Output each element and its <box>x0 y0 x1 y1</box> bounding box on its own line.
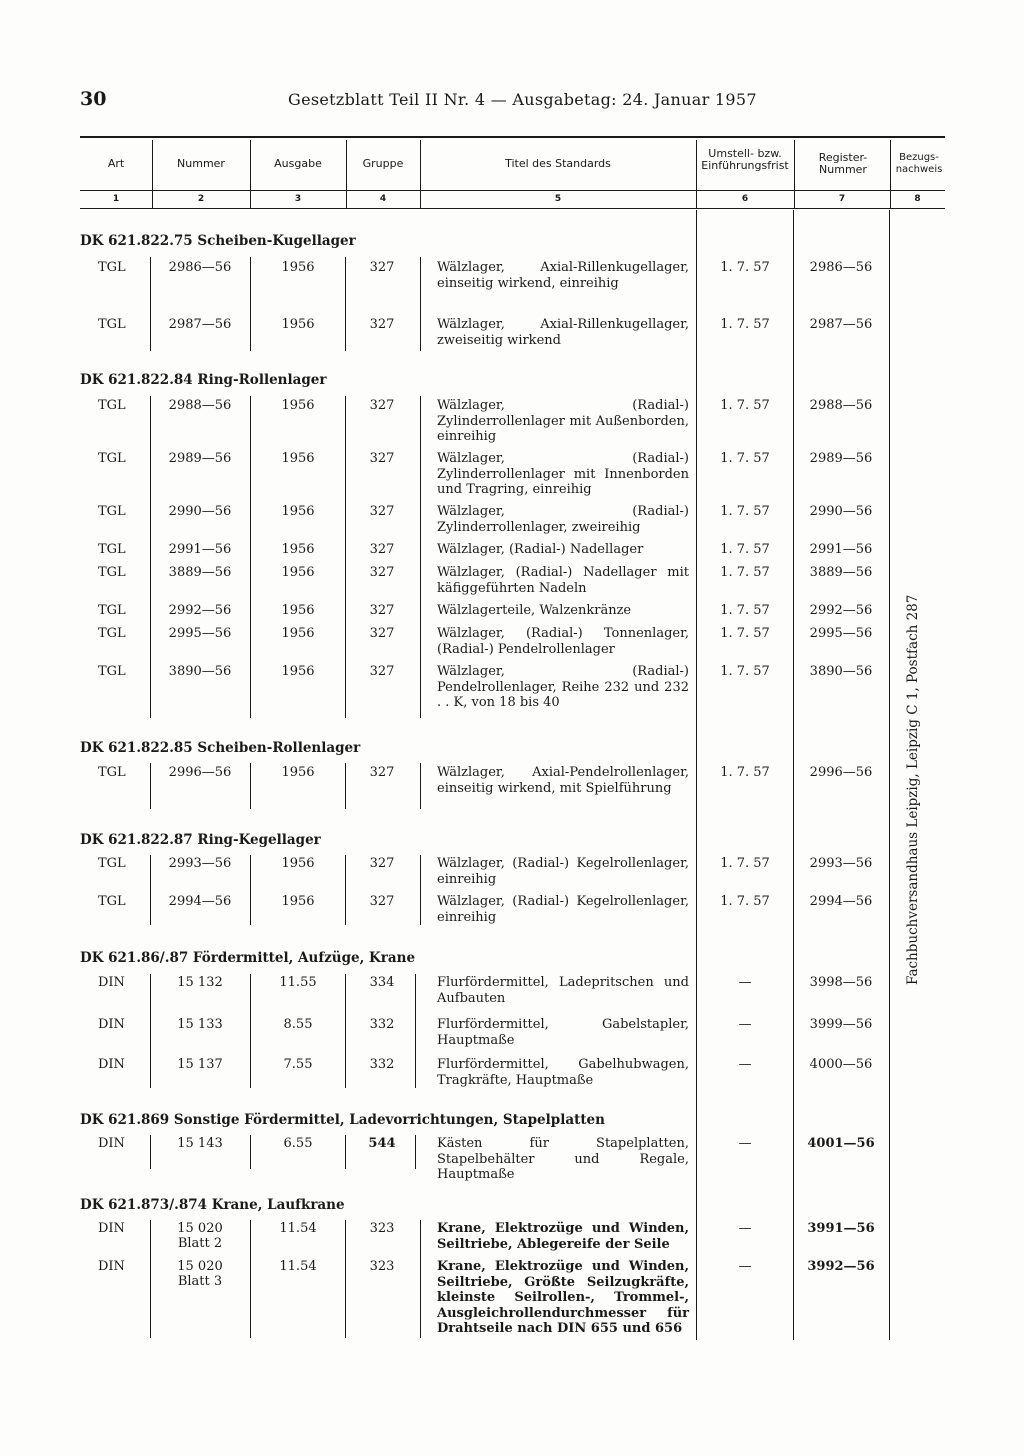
cell-titel: Flurfördermittel, Ladepritschen und Aufbauten <box>437 975 689 1006</box>
cell-art: DIN <box>98 1017 125 1032</box>
cell-nummer: 2994—56 <box>168 894 232 909</box>
column-rule <box>345 257 346 351</box>
cell-art: TGL <box>98 603 126 618</box>
cell-ausgabe: 1956 <box>281 856 315 871</box>
cell-register: 4001—56 <box>807 1136 875 1151</box>
column-rule <box>250 396 251 718</box>
cell-frist: 1. 7. 57 <box>720 542 770 557</box>
cell-ausgabe: 1956 <box>281 504 315 519</box>
cell-gruppe: 327 <box>369 765 395 780</box>
column-number: 2 <box>197 194 205 204</box>
column-header-art: Art <box>107 157 125 170</box>
cell-art: DIN <box>98 1136 125 1151</box>
cell-frist: 1. 7. 57 <box>720 504 770 519</box>
cell-nummer: 15 020 <box>177 1259 223 1274</box>
column-rule <box>420 855 421 925</box>
column-rule <box>889 210 890 1340</box>
cell-art: TGL <box>98 504 126 519</box>
header-rule-bottom <box>80 208 945 209</box>
cell-register: 2989—56 <box>809 451 873 466</box>
cell-nummer: 15 137 <box>177 1057 223 1072</box>
side-note: Fachbuchversandhaus Leipzig, Leipzig C 1, Postfach 287 <box>905 594 921 985</box>
cell-gruppe: 327 <box>369 664 395 679</box>
column-number: 7 <box>838 194 846 204</box>
cell-gruppe: 327 <box>369 317 395 332</box>
column-rule <box>415 1135 416 1169</box>
cell-titel: Wälzlager, (Radial-) Kegelrollenlager, einreihig <box>437 856 689 887</box>
column-header-register: Register- Nummer <box>818 151 868 176</box>
cell-art: TGL <box>98 664 126 679</box>
cell-nummer: 2992—56 <box>168 603 232 618</box>
cell-gruppe: 332 <box>369 1017 395 1032</box>
cell-blatt: Blatt 3 <box>177 1274 223 1289</box>
cell-ausgabe: 11.54 <box>279 1259 317 1274</box>
cell-art: TGL <box>98 626 126 641</box>
cell-nummer: 2990—56 <box>168 504 232 519</box>
column-header-gruppe: Gruppe <box>362 157 404 170</box>
column-rule <box>345 974 346 1088</box>
cell-titel: Flurfördermittel, Gabelhubwagen, Tragkräfte, Hauptmaße <box>437 1057 689 1088</box>
cell-nummer: 3890—56 <box>168 664 232 679</box>
cell-frist: 1. 7. 57 <box>720 894 770 909</box>
cell-ausgabe: 11.54 <box>279 1221 317 1236</box>
column-rule <box>696 210 697 1340</box>
cell-art: TGL <box>98 565 126 580</box>
cell-titel: Wälzlagerteile, Walzenkränze <box>437 603 632 618</box>
cell-nummer: 15 143 <box>177 1136 223 1151</box>
cell-art: TGL <box>98 542 126 557</box>
cell-titel: Wälzlager, (Radial-) Pendelrollenlager, Reihe 232 und 232 . . K, von 18 bis 40 <box>437 664 689 710</box>
cell-frist: — <box>738 975 752 990</box>
cell-ausgabe: 1956 <box>281 260 315 275</box>
column-header-bezugsnachweis: Bezugs- nachweis <box>895 152 943 175</box>
section-heading: DK 621.822.75 Scheiben-Kugellager <box>80 233 356 249</box>
cell-titel: Wälzlager, (Radial-) Kegelrollenlager, einreihig <box>437 894 689 925</box>
cell-frist: — <box>738 1057 752 1072</box>
cell-frist: — <box>738 1259 752 1274</box>
column-header-frist: Umstell- bzw. Einführungsfrist <box>701 147 789 172</box>
cell-gruppe: 327 <box>369 894 395 909</box>
cell-gruppe: 323 <box>369 1221 395 1236</box>
cell-frist: 1. 7. 57 <box>720 603 770 618</box>
cell-ausgabe: 1956 <box>281 398 315 413</box>
cell-gruppe: 327 <box>369 504 395 519</box>
column-rule <box>150 396 151 718</box>
cell-register: 2993—56 <box>809 856 873 871</box>
cell-frist: 1. 7. 57 <box>720 565 770 580</box>
cell-nummer: 3889—56 <box>168 565 232 580</box>
cell-ausgabe: 1956 <box>281 626 315 641</box>
cell-ausgabe: 1956 <box>281 765 315 780</box>
cell-art: DIN <box>98 975 125 990</box>
cell-titel: Kästen für Stapelplatten, Stapelbehälter und Regale, Hauptmaße <box>437 1136 689 1182</box>
header-rule-mid <box>80 190 945 191</box>
column-number: 6 <box>741 194 749 204</box>
cell-frist: — <box>738 1136 752 1151</box>
cell-frist: 1. 7. 57 <box>720 451 770 466</box>
column-rule <box>345 1135 346 1169</box>
cell-ausgabe: 1956 <box>281 894 315 909</box>
column-rule <box>150 1135 151 1169</box>
cell-register: 2986—56 <box>809 260 873 275</box>
cell-ausgabe: 1956 <box>281 451 315 466</box>
cell-register: 3992—56 <box>807 1259 875 1274</box>
cell-ausgabe: 11.55 <box>279 975 317 990</box>
column-rule <box>250 1220 251 1338</box>
column-rule <box>345 396 346 718</box>
cell-ausgabe: 1956 <box>281 565 315 580</box>
cell-art: DIN <box>98 1221 125 1236</box>
cell-art: TGL <box>98 765 126 780</box>
cell-register: 3889—56 <box>809 565 873 580</box>
cell-frist: 1. 7. 57 <box>720 260 770 275</box>
cell-ausgabe: 1956 <box>281 603 315 618</box>
cell-nummer: 2996—56 <box>168 765 232 780</box>
column-number: 3 <box>294 194 302 204</box>
column-rule <box>420 257 421 351</box>
cell-titel: Wälzlager, (Radial-) Zylinderrollenlager mit Innenborden und Tragring, einreihig <box>437 451 689 497</box>
cell-nummer: 15 132 <box>177 975 223 990</box>
cell-titel: Wälzlager, Axial-Pendelrollenlager, einseitig wirkend, mit Spielführung <box>437 765 689 796</box>
cell-titel: Wälzlager, Axial-Rillenkugellager, einseitig wirkend, einreihig <box>437 260 689 291</box>
cell-nummer: 2991—56 <box>168 542 232 557</box>
column-rule <box>150 763 151 809</box>
column-rule <box>250 763 251 809</box>
cell-art: TGL <box>98 894 126 909</box>
cell-ausgabe: 8.55 <box>283 1017 313 1032</box>
column-number: 4 <box>379 194 387 204</box>
cell-register: 2994—56 <box>809 894 873 909</box>
column-rule <box>250 974 251 1088</box>
cell-art: TGL <box>98 317 126 332</box>
column-rule <box>250 257 251 351</box>
cell-nummer: 2986—56 <box>168 260 232 275</box>
cell-gruppe: 334 <box>369 975 395 990</box>
cell-blatt: Blatt 2 <box>177 1236 223 1251</box>
section-heading: DK 621.869 Sonstige Fördermittel, Ladevorrichtungen, Stapelplatten <box>80 1112 605 1128</box>
cell-ausgabe: 1956 <box>281 542 315 557</box>
cell-register: 3991—56 <box>807 1221 875 1236</box>
cell-titel: Wälzlager, Axial-Rillenkugellager, zweiseitig wirkend <box>437 317 689 348</box>
cell-register: 2992—56 <box>809 603 873 618</box>
section-heading: DK 621.873/.874 Krane, Laufkrane <box>80 1197 345 1213</box>
cell-gruppe: 327 <box>369 542 395 557</box>
column-number: 8 <box>914 194 921 204</box>
cell-register: 2987—56 <box>809 317 873 332</box>
cell-register: 2990—56 <box>809 504 873 519</box>
cell-titel: Wälzlager, (Radial-) Nadellager <box>437 542 644 557</box>
cell-register: 3890—56 <box>809 664 873 679</box>
cell-nummer: 2989—56 <box>168 451 232 466</box>
cell-ausgabe: 7.55 <box>283 1057 313 1072</box>
section-heading: DK 621.822.84 Ring-Rollenlager <box>80 372 327 388</box>
cell-gruppe: 544 <box>368 1136 396 1151</box>
cell-frist: 1. 7. 57 <box>720 398 770 413</box>
column-rule <box>415 974 416 1088</box>
cell-titel: Flurfördermittel, Gabelstapler, Hauptmaße <box>437 1017 689 1048</box>
cell-art: DIN <box>98 1259 125 1274</box>
column-rule <box>150 1220 151 1338</box>
cell-art: TGL <box>98 260 126 275</box>
cell-titel: Wälzlager, (Radial-) Zylinderrollenlager, zweireihig <box>437 504 689 535</box>
section-heading: DK 621.822.85 Scheiben-Rollenlager <box>80 740 361 756</box>
cell-frist: — <box>738 1221 752 1236</box>
cell-nummer: 2987—56 <box>168 317 232 332</box>
column-rule <box>250 1135 251 1169</box>
cell-register: 2988—56 <box>809 398 873 413</box>
cell-nummer: 2993—56 <box>168 856 232 871</box>
cell-art: TGL <box>98 451 126 466</box>
column-number: 5 <box>554 194 562 204</box>
cell-ausgabe: 1956 <box>281 317 315 332</box>
column-rule <box>345 763 346 809</box>
cell-frist: 1. 7. 57 <box>720 626 770 641</box>
column-rule <box>150 855 151 925</box>
cell-gruppe: 327 <box>369 451 395 466</box>
table-header <box>80 138 945 212</box>
cell-gruppe: 323 <box>369 1259 395 1274</box>
cell-ausgabe: 1956 <box>281 664 315 679</box>
cell-art: TGL <box>98 856 126 871</box>
cell-gruppe: 327 <box>369 398 395 413</box>
section-heading: DK 621.86/.87 Fördermittel, Aufzüge, Krane <box>80 950 416 966</box>
cell-frist: 1. 7. 57 <box>720 765 770 780</box>
column-rule <box>250 855 251 925</box>
section-heading: DK 621.822.87 Ring-Kegellager <box>80 832 321 848</box>
cell-gruppe: 327 <box>369 565 395 580</box>
cell-nummer: 2995—56 <box>168 626 232 641</box>
cell-art: DIN <box>98 1057 125 1072</box>
column-rule <box>420 763 421 809</box>
cell-gruppe: 327 <box>369 603 395 618</box>
cell-frist: 1. 7. 57 <box>720 317 770 332</box>
column-rule <box>150 257 151 351</box>
cell-titel: Wälzlager, (Radial-) Nadellager mit käfiggeführten Nadeln <box>437 565 689 596</box>
cell-frist: 1. 7. 57 <box>720 856 770 871</box>
column-rule <box>345 855 346 925</box>
cell-nummer: 15 020 <box>177 1221 223 1236</box>
column-number: 1 <box>112 194 120 204</box>
cell-gruppe: 327 <box>369 626 395 641</box>
cell-register: 2991—56 <box>809 542 873 557</box>
column-header-titel: Titel des Standards <box>505 157 611 170</box>
cell-titel: Wälzlager, (Radial-) Tonnenlager, (Radial-) Pendelrollenlager <box>437 626 689 657</box>
cell-register: 4000—56 <box>809 1057 873 1072</box>
cell-nummer: 2988—56 <box>168 398 232 413</box>
page-header <box>80 88 950 118</box>
cell-register: 3999—56 <box>809 1017 873 1032</box>
column-rule <box>150 974 151 1088</box>
page-title: Gesetzblatt Teil II Nr. 4 — Ausgabetag: 24. Januar 1957 <box>288 90 757 109</box>
cell-register: 3998—56 <box>809 975 873 990</box>
cell-frist: 1. 7. 57 <box>720 664 770 679</box>
column-rule <box>793 210 794 1340</box>
cell-register: 2995—56 <box>809 626 873 641</box>
cell-art: TGL <box>98 398 126 413</box>
cell-titel: Krane, Elektrozüge und Winden, Seiltriebe, Größte Seilzugkräfte, kleinste Seilrollen-, Trommel-, Ausgleichrollendurchmesser für Drahtseile nach DIN 655 und 656 <box>437 1259 689 1336</box>
cell-nummer: 15 133 <box>177 1017 223 1032</box>
column-header-nummer: Nummer <box>177 157 225 170</box>
column-rule <box>345 1220 346 1338</box>
page-number: 30 <box>80 88 107 110</box>
cell-gruppe: 327 <box>369 260 395 275</box>
cell-register: 2996—56 <box>809 765 873 780</box>
column-rule <box>420 396 421 718</box>
cell-frist: — <box>738 1017 752 1032</box>
cell-ausgabe: 6.55 <box>283 1136 313 1151</box>
column-rule <box>420 1220 421 1338</box>
cell-gruppe: 327 <box>369 856 395 871</box>
cell-titel: Krane, Elektrozüge und Winden, Seiltriebe, Ablegereife der Seile <box>437 1221 689 1252</box>
cell-gruppe: 332 <box>369 1057 395 1072</box>
column-header-ausgabe: Ausgabe <box>274 157 322 170</box>
cell-titel: Wälzlager, (Radial-) Zylinderrollenlager mit Außenborden, einreihig <box>437 398 689 444</box>
